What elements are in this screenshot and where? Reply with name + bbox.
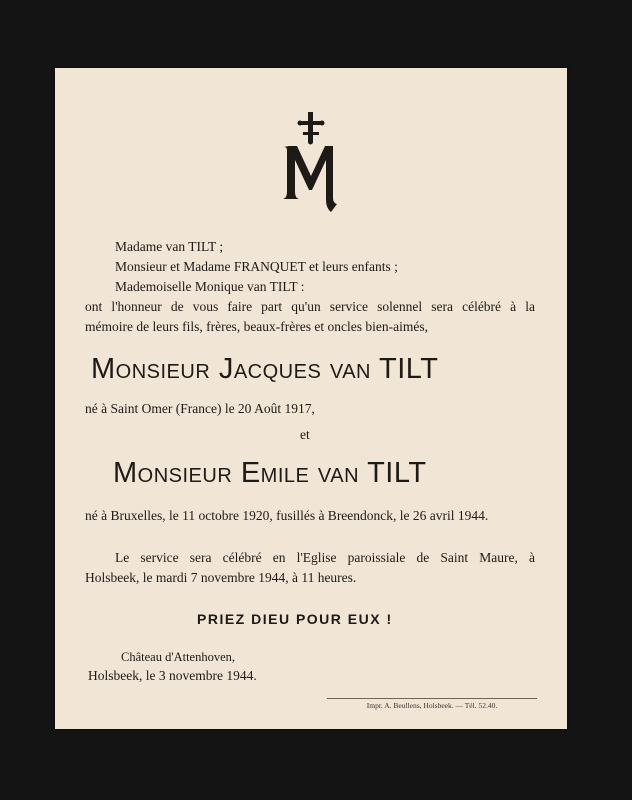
cross-monogram-icon: [275, 112, 347, 212]
prayer-heading: PRIEZ DIEU POUR EUX !: [197, 611, 393, 627]
deceased-details-1: né à Saint Omer (France) le 20 Août 1917,: [85, 401, 315, 416]
deceased-name-1: Monsieur Jacques van TILT: [91, 353, 439, 385]
family-line-3: Mademoiselle Monique van TILT :: [115, 279, 305, 294]
connector-et: et: [300, 427, 310, 442]
announcement-line-2: mémoire de leurs fils, frères, beaux-frères et oncles bien-aimés,: [85, 319, 428, 334]
memorial-card: [55, 68, 567, 729]
printer-divider: [327, 698, 537, 699]
deceased-details-2: né à Bruxelles, le 11 octobre 1920, fusillés à Breendonck, le 26 avril 1944.: [85, 508, 489, 523]
printer-credit: Impr. A. Beullens, Holsbeek. — Tél. 52.40.: [366, 701, 498, 710]
family-line-1: Madame van TILT ;: [115, 239, 224, 254]
announcement-line-1: ont l'honneur de vous faire part qu'un service solennel sera célébré à la: [85, 299, 535, 314]
service-line-2: Holsbeek, le mardi 7 novembre 1944, à 11 heures.: [85, 570, 357, 585]
service-line-1: Le service sera célébré en l'Eglise paroissiale de Saint Maure, à: [115, 550, 535, 565]
place-line-1: Château d'Attenhoven,: [121, 650, 236, 664]
family-line-2: Monsieur et Madame FRANQUET et leurs enfants ;: [115, 259, 398, 274]
place-date-line: Holsbeek, le 3 novembre 1944.: [88, 668, 257, 683]
deceased-name-2: Monsieur Emile van TILT: [113, 457, 427, 489]
